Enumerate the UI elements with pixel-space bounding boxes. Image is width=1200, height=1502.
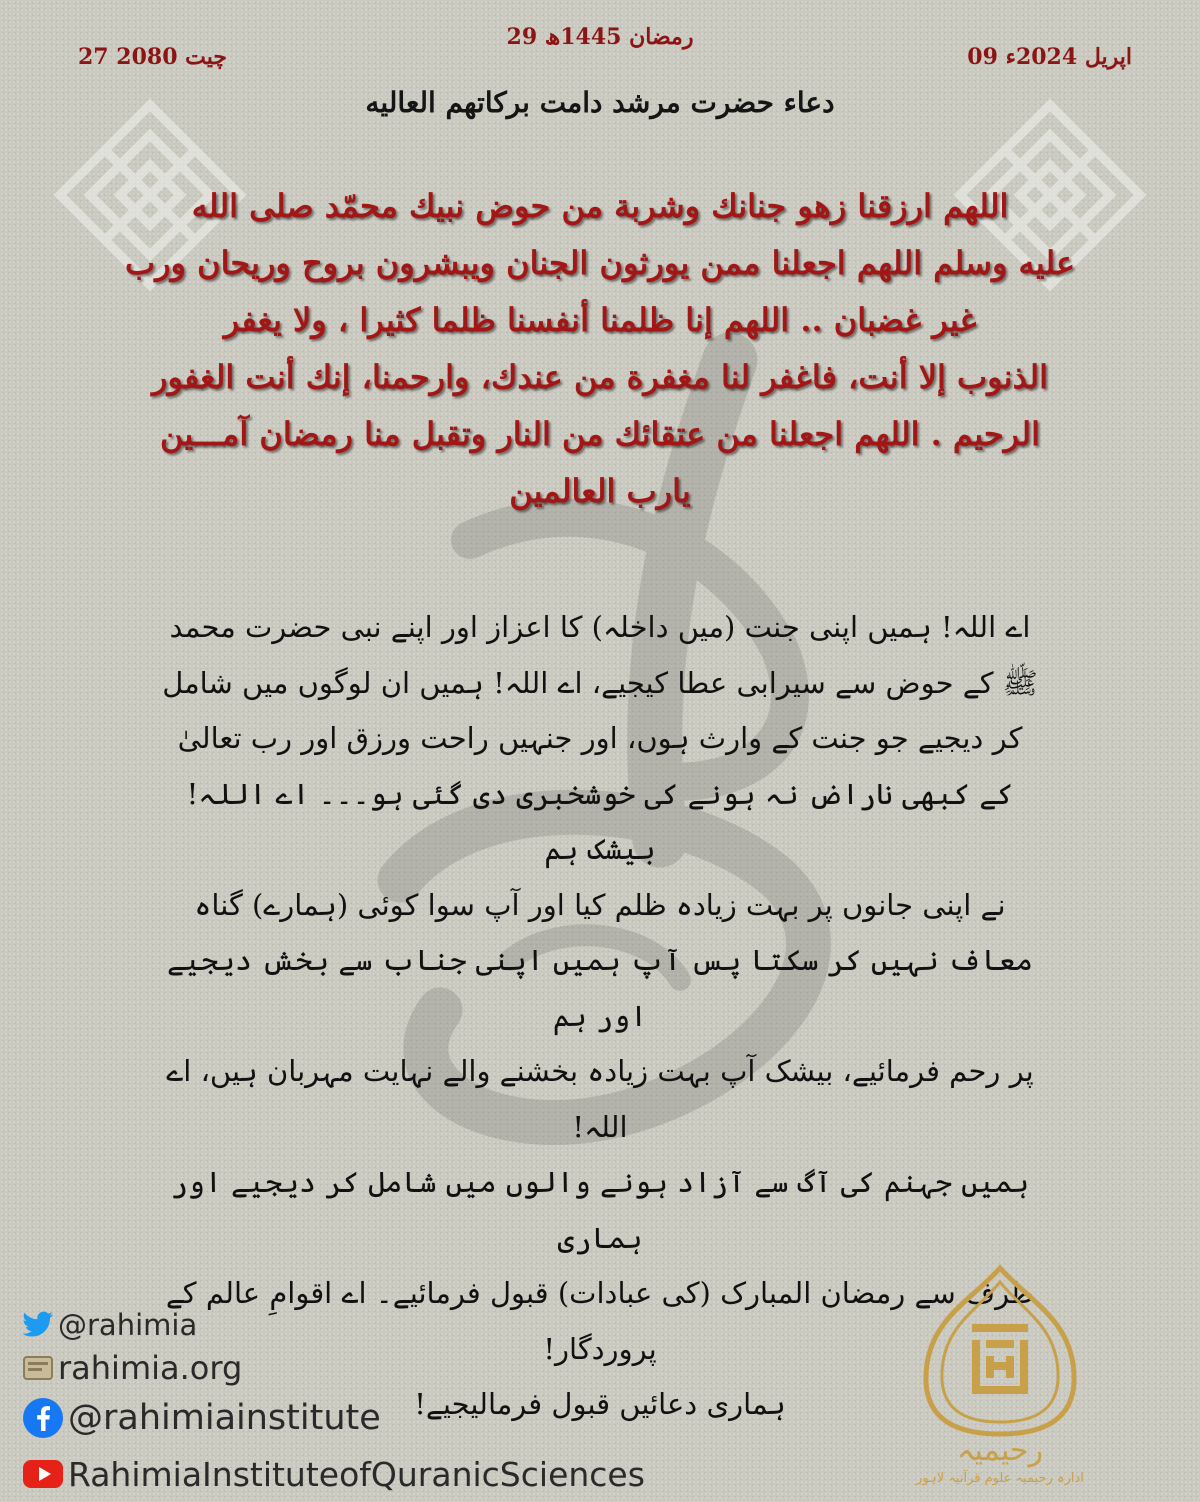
urdu-line: کر دیجیے جو جنت کے وارث ہوں، اور جنہیں راحت ورزق اور رب تعالیٰ — [177, 721, 1023, 755]
logo-subtitle-text: ادارہ رحیمیہ علوم قرآنیہ لاہور — [916, 1471, 1084, 1486]
twitter-icon — [22, 1311, 54, 1339]
social-links — [22, 1304, 645, 1502]
urdu-line: پر رحم فرمائیے، بیشک آپ بہت زیادہ بخشنے والے نہایت مہربان ہیں، اے اللہ! — [166, 1054, 1034, 1144]
facebook-icon — [22, 1397, 64, 1439]
twitter-link[interactable] — [22, 1304, 645, 1346]
arabic-line: الرحيم . اللهم اجعلنا من عتقائك من النار وتقبل منا رمضان آمـــين — [160, 415, 1040, 453]
urdu-line: ﷺ کے حوض سے سیرابی عطا کیجیے، اے اللہ! ہمیں ان لوگوں میں شامل — [162, 665, 1038, 700]
youtube-icon — [22, 1459, 64, 1489]
facebook-link[interactable] — [22, 1390, 645, 1446]
urdu-line: کے کبھی ناراض نہ ہونے کی خوشخبری دی گئی ہو۔۔۔ اے اللہ! بیشک ہم — [186, 776, 1014, 866]
youtube-link[interactable] — [22, 1446, 645, 1502]
youtube-channel: RahimiaInstituteofQuranicSciences — [68, 1454, 645, 1494]
page-title: دعاء حضرت مرشد دامت برکاتهم العالیه — [365, 86, 835, 119]
urdu-line: نے اپنی جانوں پر بہت زیادہ ظلم کیا اور آپ سوا کوئی (ہمارے) گناہ — [194, 887, 1006, 922]
website-link[interactable] — [22, 1346, 645, 1390]
facebook-handle: @rahimiainstitute — [68, 1398, 381, 1438]
arabic-line: يارب العالمين — [509, 472, 691, 510]
urdu-line: ہماری دعائیں قبول فرمالیجیے! — [414, 1387, 786, 1421]
gregorian-date: 09 اپریل 2024ء — [967, 44, 1132, 70]
logo-name-text: رحیمیہ — [956, 1433, 1044, 1468]
hijri-date: 29 رمضان 1445ھ — [506, 24, 694, 50]
bikrami-date: 27 چیت 2080 — [78, 44, 228, 70]
twitter-handle: @rahimia — [58, 1308, 198, 1342]
arabic-line: عليه وسلم اللهم اجعلنا ممن يورثون الجنان ويبشرون بروح وريحان ورب — [124, 244, 1076, 282]
urdu-line: ہمیں جہنم کی آگ سے آزاد ہونے والوں میں شامل کر دیجیے اور ہماری — [170, 1165, 1030, 1255]
arabic-line: الذنوب إلا أنت، فاغفر لنا مغفرة من عندك، وارحمنا، إنك أنت الغفور — [152, 358, 1048, 396]
rahimia-logo — [910, 1262, 1090, 1487]
arabic-line: اللهم ارزقنا زهو جنانك وشربة من حوض نبيك محمّد صلى الله — [191, 187, 1009, 225]
globe-icon — [22, 1353, 54, 1383]
urdu-line: طرف سے رمضان المبارک (کی عبادات) قبول فرمائیے۔ اے اقوامِ عالم کے پروردگار! — [165, 1276, 1035, 1366]
urdu-line: اے اللہ! ہمیں اپنی جنت (میں داخلہ) کا اعزاز اور اپنے نبی حضرت محمد — [169, 610, 1031, 644]
urdu-line: معاف نہیں کر سکتا پس آپ ہمیں اپنی جناب سے بخش دیجیے اور ہم — [166, 943, 1034, 1033]
arabic-dua-text — [95, 178, 1105, 520]
arabic-line: غير غضبان .. اللهم إنا ظلمنا أنفسنا ظلما كثيرا ، ولا يغفر — [223, 301, 977, 339]
website-url: rahimia.org — [58, 1349, 243, 1387]
